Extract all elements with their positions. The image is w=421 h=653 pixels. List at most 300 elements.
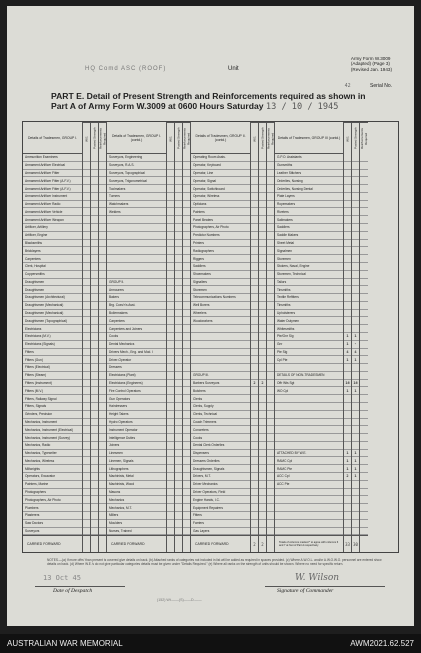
- table-cell: [259, 356, 266, 364]
- table-cell: [175, 426, 182, 434]
- table-cell: [107, 263, 166, 271]
- table-cell: [344, 279, 351, 287]
- table-cell: [183, 333, 190, 341]
- table-cell: [344, 247, 351, 255]
- table-cell: [352, 232, 359, 240]
- table-cell: [167, 489, 174, 497]
- table-cell: [91, 263, 98, 271]
- table-cell: [91, 193, 98, 201]
- table-cell: [352, 185, 359, 193]
- table-cell: [167, 279, 174, 287]
- table-cell: [83, 193, 90, 201]
- table-cell: ATTACHED BY W.E.: [275, 450, 343, 458]
- despatch-date: 13 Oct 45: [43, 574, 81, 582]
- table-cell: Engine Hands, I.C.: [191, 496, 250, 504]
- table-cell: [360, 504, 368, 512]
- table-cell: [352, 263, 359, 271]
- table-cell: [91, 496, 98, 504]
- table-cell: [91, 216, 98, 224]
- table-cell: [251, 356, 258, 364]
- table-cell: [91, 240, 98, 248]
- table-cell: [83, 325, 90, 333]
- table-cell: 2: [259, 380, 266, 388]
- col-header-group1-contd: Details of Tradesmen, GROUP I. (contd.): [107, 122, 166, 154]
- table-cell: [267, 504, 274, 512]
- table-cell: Joiners: [107, 442, 166, 450]
- table-cell: Whitesmiths: [275, 325, 343, 333]
- table-cell: [352, 317, 359, 325]
- table-cell: [175, 356, 182, 364]
- table-cell: [259, 193, 266, 201]
- unit-line: [85, 66, 239, 72]
- table-cell: [251, 504, 258, 512]
- table-cell: [167, 473, 174, 481]
- table-cell: [259, 442, 266, 450]
- table-cell: [267, 395, 274, 403]
- table-cell: Electricians (Engineers): [107, 380, 166, 388]
- table-cell: Machinists, Metal: [107, 473, 166, 481]
- table-cell: [275, 442, 343, 450]
- table-cell: [344, 310, 351, 318]
- table-cell: [267, 442, 274, 450]
- table-cell: [267, 325, 274, 333]
- table-cell: [344, 512, 351, 520]
- table-cell: Coppersmiths: [23, 271, 82, 279]
- commander-signature: W. Wilson: [295, 573, 340, 583]
- table-cell: [167, 356, 174, 364]
- table-cell: [175, 489, 182, 497]
- table-cell: Dressers: [107, 364, 166, 372]
- table-cell: [83, 154, 90, 162]
- table-cell: [251, 208, 258, 216]
- col-header-rein: Reinforcements Required: [99, 122, 106, 154]
- table-cell: Clerks: [191, 395, 250, 403]
- table-cell: [360, 255, 368, 263]
- table-cell: [167, 411, 174, 419]
- table-cell: [360, 240, 368, 248]
- table-cell: Cpl Pte: [275, 356, 343, 364]
- table-cell: [99, 232, 106, 240]
- table-cell: [259, 395, 266, 403]
- table-cell: [275, 520, 343, 528]
- table-cell: [191, 341, 250, 349]
- table-cell: [183, 247, 190, 255]
- table-cell: [360, 457, 368, 465]
- table-cell: [183, 489, 190, 497]
- table-cell: [91, 333, 98, 341]
- table-cell: [183, 216, 190, 224]
- table-cell: Mechanics, Instrument (Survey): [23, 434, 82, 442]
- table-cell: Upholsterers: [275, 310, 343, 318]
- table-cell: Wheelers: [191, 310, 250, 318]
- table-cell: Clerk, Hospital: [23, 263, 82, 271]
- table-cell: [183, 434, 190, 442]
- table-cell: [352, 162, 359, 170]
- table-cell: Grinders, Precision: [23, 411, 82, 419]
- table-cell: [251, 512, 258, 520]
- table-cell: [267, 240, 274, 248]
- table-cell: Artificer, Engine: [23, 232, 82, 240]
- table-cell: [175, 442, 182, 450]
- table-cell: [175, 216, 182, 224]
- table-cell: [175, 387, 182, 395]
- table-cell: [267, 154, 274, 162]
- table-cell: [183, 232, 190, 240]
- table-cell: [183, 473, 190, 481]
- table-cell: [267, 279, 274, 287]
- table-cell: [259, 349, 266, 357]
- table-cell: Fire Control Operators: [107, 387, 166, 395]
- table-cell: [175, 450, 182, 458]
- table-cell: [344, 255, 351, 263]
- table-cell: [167, 364, 174, 372]
- table-cell: [360, 372, 368, 380]
- table-cell: Saw Doctors: [23, 520, 82, 528]
- table-cell: [344, 193, 351, 201]
- table-cell: Panel Beaters: [191, 216, 250, 224]
- table-cell: [175, 481, 182, 489]
- table-cell: [251, 473, 258, 481]
- table-cell: [267, 364, 274, 372]
- table-cell: [259, 177, 266, 185]
- title-year: 5: [333, 102, 339, 112]
- table-cell: [344, 364, 351, 372]
- table-cell: [259, 372, 266, 380]
- table-cell: Tinsmiths: [275, 286, 343, 294]
- table-cell: [251, 271, 258, 279]
- table-cell: [175, 193, 182, 201]
- table-cell: [259, 154, 266, 162]
- table-cell: [360, 263, 368, 271]
- table-cell: Draughtsmen, Signals: [191, 465, 250, 473]
- table-cell: [83, 255, 90, 263]
- table-cell: [251, 162, 258, 170]
- table-cell: [344, 317, 351, 325]
- table-cell: [91, 372, 98, 380]
- table-cell: [267, 450, 274, 458]
- table-cell: [175, 154, 182, 162]
- table-cell: [99, 434, 106, 442]
- table-cell: [167, 457, 174, 465]
- table-cell: [360, 520, 368, 528]
- table-cell: [251, 170, 258, 178]
- table-cell: [183, 442, 190, 450]
- table-cell: [344, 434, 351, 442]
- table-cell: Mechanics, M.T.: [107, 504, 166, 512]
- table-cell: [167, 216, 174, 224]
- table-cell: [259, 240, 266, 248]
- table-cell: Plasterers: [23, 512, 82, 520]
- table-cell: [360, 325, 368, 333]
- table-cell: [183, 496, 190, 504]
- table-cell: [352, 170, 359, 178]
- table-cell: [183, 387, 190, 395]
- table-cell: [344, 426, 351, 434]
- table-cell: [191, 364, 250, 372]
- table-cell: [99, 411, 106, 419]
- table-cell: [251, 247, 258, 255]
- table-cell: [259, 426, 266, 434]
- table-cell: WO Cpl: [275, 387, 343, 395]
- table-cell: [83, 387, 90, 395]
- table-cell: [167, 442, 174, 450]
- table-cell: [352, 247, 359, 255]
- table-cell: [251, 333, 258, 341]
- table-cell: [83, 240, 90, 248]
- form-id-block: [351, 56, 392, 72]
- table-cell: [83, 395, 90, 403]
- table-cell: Photographers: [23, 489, 82, 497]
- table-cell: [259, 208, 266, 216]
- table-cell: 1: [352, 387, 359, 395]
- table-cell: [360, 224, 368, 232]
- table-cell: ACC Pte: [275, 481, 343, 489]
- table-cell: [360, 473, 368, 481]
- table-cell: [360, 201, 368, 209]
- table-cell: Tinsmiths: [275, 302, 343, 310]
- table-cell: [344, 419, 351, 427]
- table-cell: [183, 504, 190, 512]
- table-cell: Mechanics, Instrument (Electrical): [23, 426, 82, 434]
- table-cell: [267, 426, 274, 434]
- table-cell: 1: [352, 356, 359, 364]
- table-cell: Fitters (Electrical): [23, 364, 82, 372]
- table-cell: Fitters, Signals: [23, 403, 82, 411]
- table-cell: Offr Wts Sgt: [275, 380, 343, 388]
- table-cell: Dental Clerk Orderlies: [191, 442, 250, 450]
- table-cell: [251, 489, 258, 497]
- table-cell: [167, 419, 174, 427]
- table-cell: Well Borers: [191, 302, 250, 310]
- table-cell: [91, 349, 98, 357]
- table-cell: [99, 372, 106, 380]
- table-cell: [99, 364, 106, 372]
- table-cell: [107, 247, 166, 255]
- table-cell: [360, 442, 368, 450]
- table-cell: [167, 520, 174, 528]
- table-cell: [259, 403, 266, 411]
- table-cell: [191, 325, 250, 333]
- table-cell: Ammunition Examiners: [23, 154, 82, 162]
- table-cell: Surveyors, R.A.S.: [107, 162, 166, 170]
- table-cell: Armament Artificer Instrument: [23, 193, 82, 201]
- table-cell: [83, 372, 90, 380]
- table-cell: [99, 247, 106, 255]
- table-cell: [183, 177, 190, 185]
- table-cell: [344, 216, 351, 224]
- table-cell: [275, 364, 343, 372]
- table-cell: [360, 154, 368, 162]
- table-cell: Armament Artificer Weapon: [23, 216, 82, 224]
- table-cell: [344, 271, 351, 279]
- table-cell: [175, 325, 182, 333]
- table-cell: [259, 465, 266, 473]
- table-cell: [259, 457, 266, 465]
- table-cell: [175, 411, 182, 419]
- table-cell: [91, 419, 98, 427]
- table-cell: [99, 177, 106, 185]
- table-cell: [83, 286, 90, 294]
- table-cell: [99, 504, 106, 512]
- table-cell: Moulders: [107, 520, 166, 528]
- table-cell: [83, 489, 90, 497]
- table-cell: [99, 349, 106, 357]
- table-cell: Pte/Gnr Sig: [275, 333, 343, 341]
- table-cell: 2: [344, 473, 351, 481]
- table-cell: [83, 349, 90, 357]
- table-cell: [259, 512, 266, 520]
- table-cell: Clerks, Supply: [191, 403, 250, 411]
- table-cell: Draughtsmen: [23, 279, 82, 287]
- title-date: 13 / 10 / 194: [265, 102, 334, 112]
- table-cell: [91, 208, 98, 216]
- table-cell: [83, 263, 90, 271]
- table-cell: [360, 349, 368, 357]
- table-cell: [352, 193, 359, 201]
- table-cell: [251, 364, 258, 372]
- table-cell: [344, 325, 351, 333]
- table-cell: [352, 177, 359, 185]
- table-cell: [259, 294, 266, 302]
- table-cell: [91, 286, 98, 294]
- table-cell: Sheet Metal: [275, 240, 343, 248]
- table-cell: Lithographers: [107, 465, 166, 473]
- table-cell: [360, 279, 368, 287]
- table-cell: [99, 473, 106, 481]
- table-cell: [251, 372, 258, 380]
- table-cell: Electricians (M.V.): [23, 333, 82, 341]
- table-cell: [267, 310, 274, 318]
- table-cell: [99, 185, 106, 193]
- table-cell: [99, 317, 106, 325]
- table-cell: [360, 232, 368, 240]
- table-cell: [352, 310, 359, 318]
- table-cell: Mechanics, Wireless: [23, 457, 82, 465]
- table-cell: Mechanics, Typewriter: [23, 450, 82, 458]
- table-cell: Mechanics: [107, 496, 166, 504]
- table-cell: [175, 333, 182, 341]
- table-cell: [183, 426, 190, 434]
- table-cell: [83, 520, 90, 528]
- table-cell: [259, 185, 266, 193]
- table-cell: [175, 263, 182, 271]
- strength-table: Details of Tradesmen, GROUP I. Ammunition Examiners Armament Artificer Electrical Armament Artificer Fitter Armament Artificer Fitter (A.F.V.) Armament Artificer Fitter (A.F.V.) Armament Artificer Instrument Armament Artificer Radio Armament Artificer Vehicle Armament Artificer Weapon Artificer, Artillery Artificer, Engine Blacksmiths Bricklayers Carpenters Clerk, Hospital Coppersmiths Draughtsmen Draughtsmen Draughtsmen (Architectural) Draughtsmen (Mechanical) Draughtsmen (Mechanical) Draughtsmen (Topographical) Electricians Electricians (M.V.) Electricians (Signals) Fitters Fitters (Gun) Fitters (Electrical) Fitters (Steam) Fitters (Instrument) Fitters (M.V.) Fitters, Railway Signal Fitters, Signals Grinders, Precision Mechanics, Instrument Mechanics, Instrument (Electrical) Mechanics, Instrument (Survey) Mechanics, Radio Mechanics, Typewriter Mechanics, Wireless Millwrights Operators, Excavator Painters, Marine Photographers Photographers, Air Photo Plumbers Plasterers Saw Doctors Surveyors CARRIED FORWARD W.E. Posted Strength Reinforcements Required Details of Tradesmen, GROUP I. (contd.) Surveyors, Engineering Surveyors, R.A.S. Surveyors, Topographical Surveyors, Trigonometrical Toolmakers Turners Watchmakers Welders GROUP II. Armourers Bakers Brg. Coxs'n's Asst. Boilermakers Carpenters Carpenters and Joiners Cooks Dental Mechanics Drivers Mech., Eng. and Mod. I Driver-Operator Dressers Electricians (Plant) Electricians (Engineers) Fire Control Operators Gun Operators Hairdressers Height Takers Hydro Operators Instrument Operator Intelligence Duties Joiners Linesmen Linemen, Signals Lithographers Machinists, Metal Machinists, Wood Masons Mechanics Mechanics, M.T. Millers Moulders Nurses, Trained CARRIED FORWARD W.E. Posted Strength Reinforcements Required Details of Tradesmen, GROUP II. (contd.) Operating Room Assts. Operator, Keyboard Operator, Line Operator, Signal Operator, Switchboard Operator, Wireless Opticians Painters Panel Beaters Photographers, Air Photo Predictor Numbers Printers Radiographers Riggers Saddlers Shoemakers Signallers Storemen Telecommunications Numbers Well Borers Wheelers Woodworkers GROUP III. Barbers Surveyors Butchers Clerks Clerks, Supply Clerks, Technical Coach Trimmers Concreters Cooks Dental Clerk Orderlies Dispensers Dressers Orderlies Draughtsmen, Signals Drivers, M.T. Driver Mechanics Driver Operators, Field Engine Hands, I.C. Equipment Repairers Fitters Farriers Gas Layers CARRIED FORWARD W.E. 2 2 Posted Strength 2 2 Reinforcements Required Details of Tradesmen, GROUP III (contd.) G.P.O. Assistants Gunsmiths Leather Stitchers Orderlies, Nursing Orderlies, Nursing Dental Plate Layers Ropemakers Riveters Sailmakers Saddlers Saddle Makers Sheet Metal Signalmen Storemen Stokers, Naval, Engine Storemen, Technical Tailors Tinsmiths Textile Refitters Tinsmiths Upholsterers Water Dutymen Whitesmiths Pte/Gnr Sig Gnr Pte Sig Cpl Pte DETAILS OF NON-TRADESMEN Offr Wts Sgt WO Cpl ATTACHED BY W.E. RAMC Cpl RAMC Pte ACC Cpl ACC Pte Totals of columns marked * to agree with columns 6 and 7 at foot of Part A respectively W.E. 1 1 4 1 16 1 1 1 1 2 33 Posted Strength 1 - 4 1 16 1 1 1 1 1 30 Reinforcements Required: [22, 121, 399, 553]
- title-line1: PART E. Detail of Present Strength and Reinforcements required as shown in: [51, 91, 366, 101]
- table-cell: [167, 325, 174, 333]
- table-cell: Water Dutymen: [275, 317, 343, 325]
- table-cell: [259, 333, 266, 341]
- carried-forward-2: CARRIED FORWARD: [107, 535, 166, 552]
- table-cell: [167, 162, 174, 170]
- table-cell: [83, 481, 90, 489]
- table-cell: [344, 504, 351, 512]
- table-cell: [267, 372, 274, 380]
- table-cell: [167, 193, 174, 201]
- table-cell: [275, 426, 343, 434]
- table-cell: [183, 201, 190, 209]
- table-cell: Ropemakers: [275, 201, 343, 209]
- table-cell: [91, 442, 98, 450]
- table-cell: [91, 364, 98, 372]
- table-cell: [352, 481, 359, 489]
- table-cell: [175, 465, 182, 473]
- table-cell: [167, 154, 174, 162]
- table-cell: [251, 193, 258, 201]
- table-cell: [275, 434, 343, 442]
- table-cell: [259, 162, 266, 170]
- table-cell: [275, 512, 343, 520]
- table-cell: [267, 481, 274, 489]
- table-cell: Plate Layers: [275, 193, 343, 201]
- table-cell: [175, 504, 182, 512]
- table-cell: [175, 170, 182, 178]
- table-cell: Textile Refitters: [275, 294, 343, 302]
- table-cell: [167, 465, 174, 473]
- table-cell: [99, 489, 106, 497]
- table-cell: [360, 419, 368, 427]
- table-cell: [251, 286, 258, 294]
- table-cell: [275, 496, 343, 504]
- table-cell: Draughtsmen (Mechanical): [23, 310, 82, 318]
- table-cell: Driver Mechanics: [191, 481, 250, 489]
- table-cell: [344, 520, 351, 528]
- table-cell: [175, 224, 182, 232]
- table-cell: [251, 177, 258, 185]
- table-cell: 1: [352, 473, 359, 481]
- table-cell: [91, 473, 98, 481]
- table-cell: [352, 395, 359, 403]
- table-cell: [267, 255, 274, 263]
- table-cell: [251, 185, 258, 193]
- table-cell: [99, 465, 106, 473]
- table-cell: Signallers: [191, 279, 250, 287]
- table-cell: [259, 504, 266, 512]
- table-cell: Predictor Numbers: [191, 232, 250, 240]
- table-cell: [251, 325, 258, 333]
- col-group2-contd: [191, 122, 251, 552]
- table-cell: G.P.O. Assistants: [275, 154, 343, 162]
- table-cell: [183, 193, 190, 201]
- table-cell: [99, 310, 106, 318]
- table-cell: Electricians (Signals): [23, 341, 82, 349]
- table-cell: [360, 193, 368, 201]
- table-cell: [175, 496, 182, 504]
- table-cell: [259, 496, 266, 504]
- table-cell: [91, 271, 98, 279]
- table-cell: [83, 247, 90, 255]
- table-cell: [352, 286, 359, 294]
- table-cell: [183, 317, 190, 325]
- table-cell: [107, 224, 166, 232]
- table-cell: [344, 177, 351, 185]
- table-cell: [352, 419, 359, 427]
- table-cell: [91, 411, 98, 419]
- table-cell: [83, 465, 90, 473]
- table-cell: [91, 387, 98, 395]
- table-cell: [183, 154, 190, 162]
- table-cell: [267, 457, 274, 465]
- table-cell: [259, 271, 266, 279]
- table-cell: [267, 216, 274, 224]
- carried-forward-3: CARRIED FORWARD: [191, 535, 250, 552]
- table-cell: Fitters: [191, 512, 250, 520]
- table-cell: [267, 403, 274, 411]
- carried-forward-1: CARRIED FORWARD: [23, 535, 82, 552]
- table-cell: Machinists, Wood: [107, 481, 166, 489]
- table-cell: DETAILS OF NON-TRADESMEN: [275, 372, 343, 380]
- table-cell: Butchers: [191, 387, 250, 395]
- table-cell: [275, 419, 343, 427]
